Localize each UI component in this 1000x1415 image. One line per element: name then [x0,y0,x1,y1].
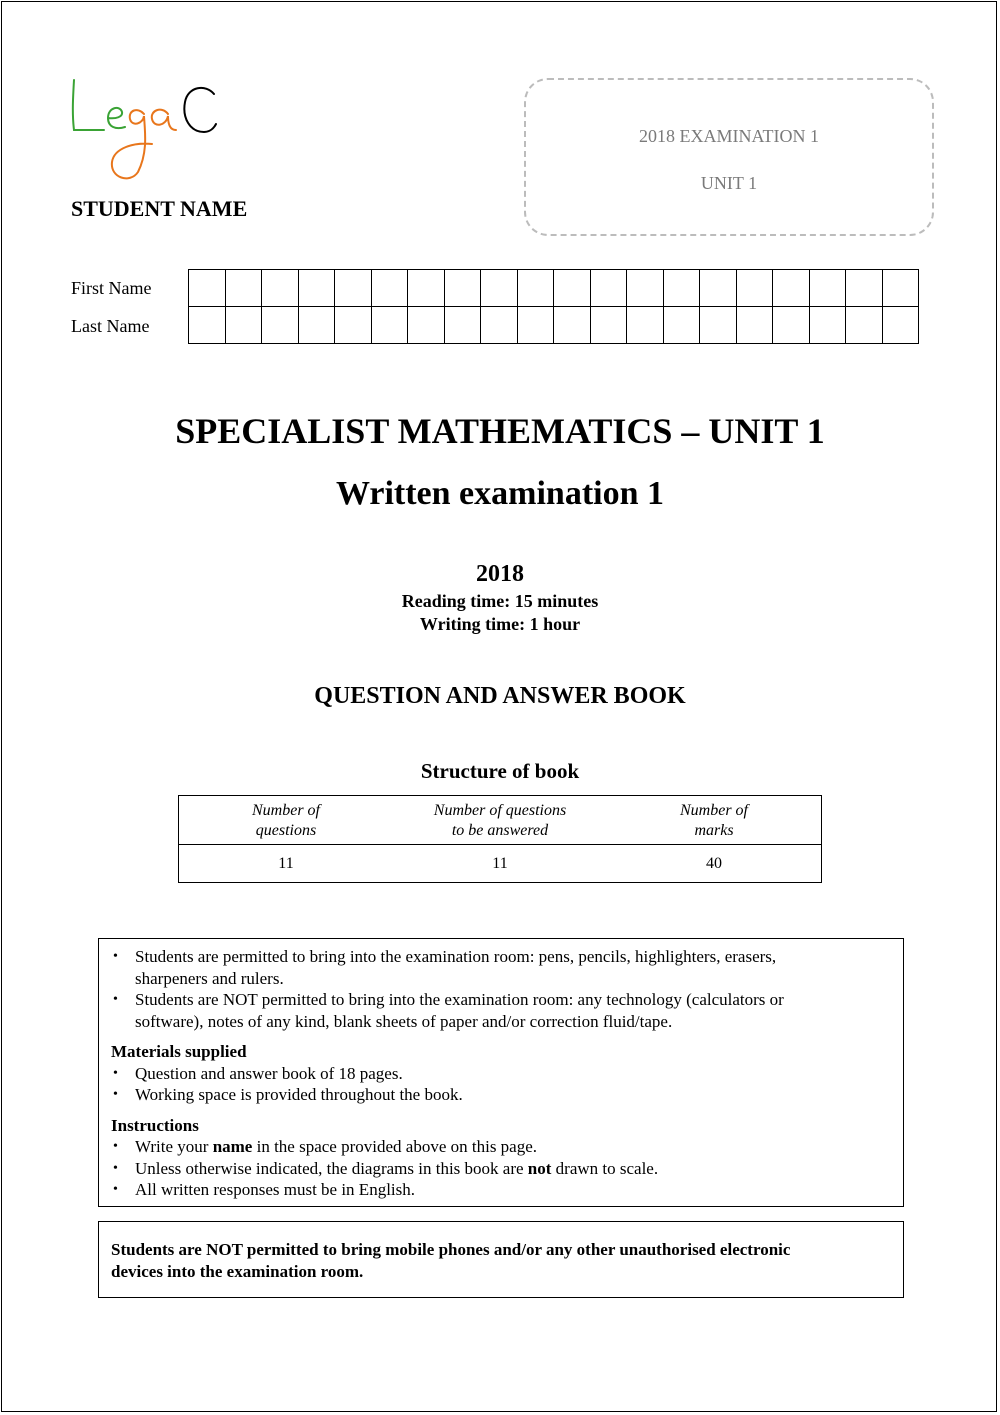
exam-box-line2: UNIT 1 [700,173,758,193]
letter-box[interactable] [371,307,408,344]
phone-notice-box [98,1221,904,1298]
letter-box[interactable] [408,307,445,344]
list-item: • Write your name in the space provided above on this page. [111,1136,891,1158]
value-questions-to-answer: 11 [492,855,508,872]
letter-box[interactable] [846,270,883,307]
letter-box[interactable] [444,270,481,307]
letter-box[interactable] [335,307,372,344]
letter-box[interactable] [700,270,737,307]
book-type-heading: QUESTION AND ANSWER BOOK [314,683,686,709]
list-item: • Unless otherwise indicated, the diagrams in this book are not drawn to scale. [111,1158,891,1180]
list-item: • Working space is provided throughout the book. [111,1084,891,1106]
name-entry-grid [188,269,919,344]
table-row [179,845,821,882]
letter-box[interactable] [408,270,445,307]
letter-box[interactable] [809,270,846,307]
phone-notice-line2: devices into the examination room. [111,1262,364,1281]
list-item: • All written responses must be in English. [111,1179,891,1201]
letter-box[interactable] [298,270,335,307]
list-item: • Question and answer book of 18 pages. [111,1063,891,1085]
exam-title: SPECIALIST MATHEMATICS – UNIT 1 [175,411,825,451]
letter-box[interactable] [298,307,335,344]
letter-box[interactable] [554,270,591,307]
letter-box[interactable] [700,307,737,344]
letter-box[interactable] [663,307,700,344]
letter-box[interactable] [773,270,810,307]
letter-box[interactable] [882,307,919,344]
structure-table [178,795,822,883]
exam-subtitle: Written examination 1 [335,475,664,512]
letter-box[interactable] [225,307,262,344]
materials-heading: Materials supplied [111,1042,247,1061]
letter-box[interactable] [444,307,481,344]
writing-time: Writing time: 1 hour [419,614,581,634]
student-name-heading: STUDENT NAME [71,196,248,221]
letter-box[interactable] [262,270,299,307]
letter-box[interactable] [663,270,700,307]
header-number-of-marks: Number of marks [680,802,748,839]
value-number-of-marks: 40 [706,855,722,872]
letter-box[interactable] [517,307,554,344]
letter-box[interactable] [590,307,627,344]
letter-box[interactable] [517,270,554,307]
header-questions-to-answer: Number of questions to be answered [433,802,567,839]
first-name-label: First Name [71,278,152,298]
rules-box [98,938,904,1207]
letter-box[interactable] [846,307,883,344]
letter-box[interactable] [809,307,846,344]
list-item: • Students are permitted to bring into the examination room: pens, pencils, highlighters, erasers, sharpeners and rulers. [111,946,891,989]
letter-box[interactable] [554,307,591,344]
structure-table-header [179,796,821,845]
permitted-list [111,946,891,1032]
letter-box[interactable] [590,270,627,307]
value-number-of-questions: 11 [278,855,294,872]
letter-box[interactable] [882,270,919,307]
first-name-row [189,270,919,307]
letter-box[interactable] [481,307,518,344]
letter-box[interactable] [736,307,773,344]
legac-logo [68,72,228,187]
letter-box[interactable] [189,270,226,307]
letter-box[interactable] [189,307,226,344]
letter-box[interactable] [262,307,299,344]
exam-box-line1: 2018 EXAMINATION 1 [639,126,819,146]
list-item: • Students are NOT permitted to bring into the examination room: any technology (calculators or software), notes of any kind, blank sheets of paper and/or correction fluid/tape. [111,989,891,1032]
letter-box[interactable] [225,270,262,307]
instructions-list [111,1136,891,1201]
materials-list [111,1063,891,1106]
letter-box[interactable] [481,270,518,307]
letter-box[interactable] [335,270,372,307]
letter-box[interactable] [371,270,408,307]
letter-box[interactable] [773,307,810,344]
letter-box[interactable] [627,270,664,307]
instructions-heading: Instructions [111,1115,199,1135]
header-number-of-questions: Number of questions [252,802,320,839]
last-name-row [189,307,919,344]
reading-time: Reading time: 15 minutes [401,591,599,611]
letter-box[interactable] [736,270,773,307]
letter-box[interactable] [627,307,664,344]
exam-year: 2018 [476,561,524,587]
structure-heading: Structure of book [420,759,580,783]
exam-id-box [524,78,934,236]
last-name-label: Last Name [71,316,150,336]
phone-notice-line1: Students are NOT permitted to bring mobile phones and/or any other unauthorised electronic [111,1240,791,1259]
